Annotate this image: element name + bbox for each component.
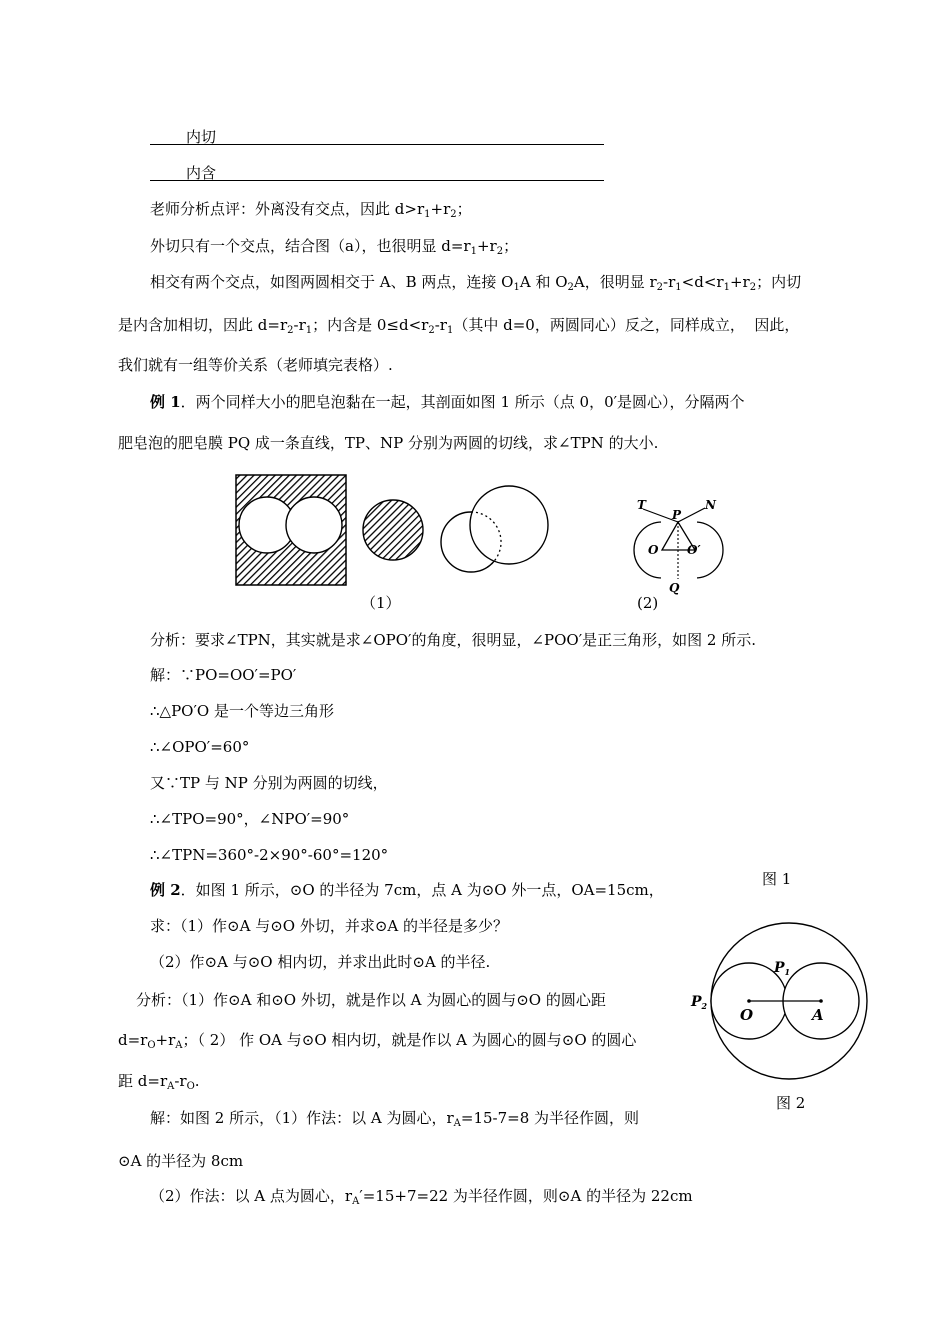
analysis-line: 相交有两个交点，如图两圆相交于 A、B 两点，连接 $O_1A$ 和 $O_2A$，很明显 $r_2-r_1<d<r_1+r_2$；内切 bbox=[150, 273, 802, 293]
tangent-NP bbox=[678, 508, 705, 522]
example2-line: （2）作⊙A 与⊙O 相内切，并求出此时⊙A 的半径. bbox=[150, 953, 491, 971]
solution-line: ∴△PO′O 是一个等边三角形 bbox=[150, 702, 334, 720]
bubble-right bbox=[286, 497, 342, 553]
label-P1: $P_1$ bbox=[774, 960, 791, 977]
example2-line: 例 2．如图 1 所示，⊙O 的半径为 7cm，点 A 为⊙O 外一点，OA=15cm， bbox=[150, 881, 664, 899]
example2-solution: 解：如图 2 所示，（1）作法：以 A 为圆心，$r_A=15-7=8$ 为半径作圆，则 bbox=[150, 1109, 640, 1129]
table-row-label: 内切 bbox=[186, 128, 217, 146]
figure-caption: （1） bbox=[361, 594, 401, 612]
label-O-prime: O′ bbox=[687, 543, 701, 557]
solution-line: ∴∠TPN=360°-2×90°-60°=120° bbox=[150, 846, 389, 864]
label-O: O bbox=[648, 543, 659, 557]
example2-analysis: 距 $d=r_A-r_O$. bbox=[118, 1072, 200, 1092]
example2-analysis: $d=r_O+r_A$；（ 2） 作 OA 与⊙O 相内切，就是作以 A 为圆心的圆与⊙O 的圆心 bbox=[118, 1031, 637, 1051]
label-P: P bbox=[672, 508, 682, 522]
hatched-circle bbox=[363, 500, 423, 560]
example1-analysis: 分析：要求∠TPN，其实就是求∠OPO′的角度，很明显，∠POO′是正三角形，如图 2 所示. bbox=[150, 631, 756, 649]
label-T: T bbox=[637, 498, 646, 512]
example2-line: 求：（1）作⊙A 与⊙O 外切，并求⊙A 的半径是多少？ bbox=[150, 917, 509, 935]
figure-caption: 图 2 bbox=[776, 1094, 806, 1112]
table-row-line bbox=[150, 144, 604, 145]
solution-line: ∴∠TPO=90°，∠NPO′=90° bbox=[150, 810, 350, 828]
figure-2-circles bbox=[691, 916, 867, 1086]
label-O: O bbox=[740, 1006, 754, 1024]
point-O bbox=[747, 999, 751, 1003]
solution-line: ∴∠OPO′=60° bbox=[150, 738, 250, 756]
label-Q: Q bbox=[669, 581, 680, 595]
table-row-line bbox=[150, 180, 604, 181]
bubble-large bbox=[470, 486, 548, 564]
example1-line: 肥皂泡的肥皂膜 PQ 成一条直线，TP、NP 分别为两圆的切线，求∠TPN 的大小. bbox=[118, 434, 659, 452]
example1-line: 例 1．两个同样大小的肥皂泡黏在一起，其剖面如图 1 所示（点 0，0′是圆心），分隔两个 bbox=[150, 393, 745, 411]
label-A: A bbox=[812, 1006, 824, 1024]
analysis-line: 老师分析点评：外离没有交点，因此 $d>r_1+r_2$； bbox=[150, 200, 472, 220]
figure-caption: (2) bbox=[637, 594, 659, 612]
label-N: N bbox=[705, 498, 716, 512]
solution-line: 解：∵PO=OO′=PO′ bbox=[150, 666, 297, 684]
example2-solution: （2）作法：以 A 点为圆心，$r_A'=15+7=22$ 为半径作圆，则⊙A 的半径为 22cm bbox=[150, 1187, 693, 1207]
analysis-line: 是内含加相切，因此 $d=r_2-r_1$；内含是 $0\le d<r_2-r_1$（其中 d=0，两圆同心）反之，同样成立， 因此， bbox=[118, 316, 800, 336]
analysis-line: 外切只有一个交点，结合图（a），也很明显 $d=r_1+r_2$； bbox=[150, 237, 519, 257]
solution-line: 又∵TP 与 NP 分别为两圆的切线， bbox=[150, 774, 388, 792]
table-row-label: 内含 bbox=[186, 164, 217, 182]
figure-1-bubbles bbox=[230, 470, 560, 590]
figure-2-tangents bbox=[625, 495, 735, 605]
analysis-line: 我们就有一组等价关系（老师填完表格）. bbox=[118, 356, 393, 374]
point-A bbox=[819, 999, 823, 1003]
label-P2: $P_2$ bbox=[691, 994, 708, 1011]
example2-analysis: 分析：（1）作⊙A 和⊙O 外切，就是作以 A 为圆心的圆与⊙O 的圆心距 bbox=[136, 991, 606, 1009]
figure-caption: 图 1 bbox=[762, 870, 792, 888]
example2-solution: ⊙A 的半径为 8cm bbox=[118, 1152, 244, 1170]
